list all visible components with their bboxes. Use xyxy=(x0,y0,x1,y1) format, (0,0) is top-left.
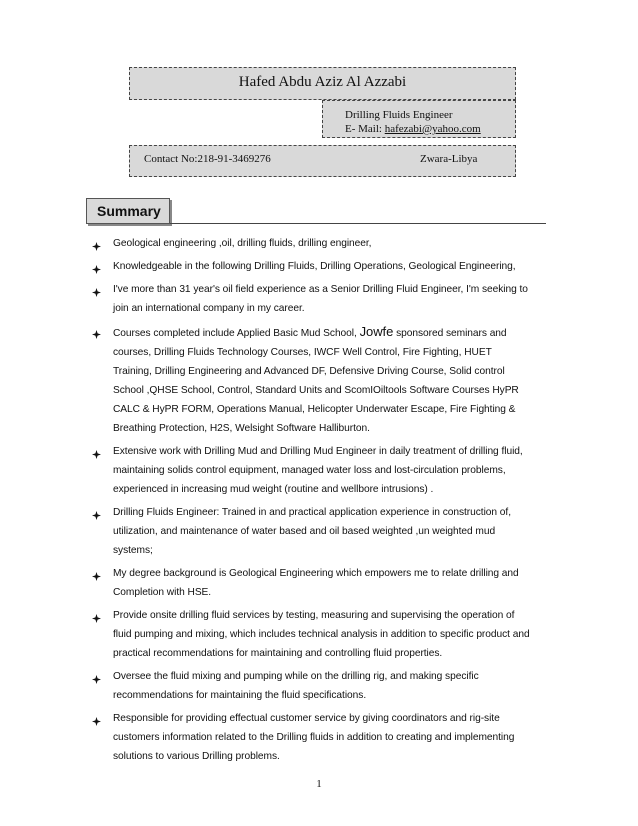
diamond-bullet-icon xyxy=(92,261,101,270)
summary-item xyxy=(92,667,552,705)
contact-number: Contact No:218-91-3469276 xyxy=(144,153,271,165)
summary-line-text: Oversee the fluid mixing and pumping while on the drilling rig, and making specific xyxy=(113,671,479,682)
summary-line-text: I've more than 31 year's oil field experience as a Senior Drilling Fluid Engineer, I'm seeking to xyxy=(113,284,528,295)
diamond-bullet-icon xyxy=(92,671,101,680)
summary-line-text: sponsored seminars and xyxy=(393,328,507,339)
summary-line-text: Responsible for providing effectual customer service by giving coordinators and rig-site xyxy=(113,713,500,724)
summary-line-text: Training, Drilling Engineering and Advanced DF, Defensive Driving Course, Solid control xyxy=(113,366,505,377)
summary-heading: Summary xyxy=(97,203,161,219)
summary-line xyxy=(113,583,552,602)
summary-line-text: Knowledgeable in the following Drilling Fluids, Drilling Operations, Geological Engineering, xyxy=(113,261,516,272)
email-link[interactable]: hafezabi@yahoo.com xyxy=(384,123,481,135)
summary-line-text: experienced in increasing mud weight (routine and wellbore intrusions) . xyxy=(113,484,434,495)
summary-line-text: solutions to various Drilling problems. xyxy=(113,751,280,762)
job-title: Drilling Fluids Engineer xyxy=(345,109,453,121)
role-banner xyxy=(322,100,516,138)
summary-item xyxy=(92,442,552,499)
summary-line xyxy=(113,480,552,499)
summary-line-text: maintaining solids control equipment, managed water loss and lost-circulation problems, xyxy=(113,465,506,476)
summary-line-text: systems; xyxy=(113,545,153,556)
summary-line xyxy=(113,419,552,438)
summary-line xyxy=(113,728,552,747)
location: Zwara-Libya xyxy=(420,153,478,165)
diamond-bullet-icon xyxy=(92,284,101,293)
summary-line-text: fluid pumping and mixing, which includes technical analysis in addition to specific product and xyxy=(113,629,530,640)
diamond-bullet-icon xyxy=(92,610,101,619)
summary-line-text: Completion with HSE. xyxy=(113,587,212,598)
summary-line xyxy=(113,564,552,583)
diamond-bullet-icon xyxy=(92,238,101,247)
emphasized-word: Jowfe xyxy=(359,324,394,339)
summary-line-text: recommendations for maintaining the fluid specifications. xyxy=(113,690,367,701)
summary-item xyxy=(92,234,552,253)
summary-line xyxy=(113,709,552,728)
summary-line-text: Breathing Protection, H2S, Welsight Software Halliburton. xyxy=(113,423,370,434)
summary-line xyxy=(113,541,552,560)
summary-line xyxy=(113,343,552,362)
page-number: 1 xyxy=(316,778,322,790)
summary-line xyxy=(113,381,552,400)
summary-line xyxy=(113,747,552,766)
email-label: E- Mail: xyxy=(345,123,385,135)
candidate-name: Hafed Abdu Aziz Al Azzabi xyxy=(238,74,407,90)
summary-line xyxy=(113,625,552,644)
summary-line-text: Courses completed include Applied Basic Mud School, xyxy=(113,328,360,339)
summary-line-text: join an international company in my career. xyxy=(113,303,305,314)
summary-item xyxy=(92,564,552,602)
summary-line xyxy=(113,667,552,686)
summary-line xyxy=(113,362,552,381)
summary-line xyxy=(113,257,552,276)
summary-line xyxy=(113,503,552,522)
summary-line-text: Geological engineering ,oil, drilling fluids, drilling engineer, xyxy=(113,238,372,249)
summary-line-text: practical recommendations for maintaining and controlling fluid properties. xyxy=(113,648,443,659)
summary-line-text: utilization, and maintenance of water based and oil based weighted ,un weighted mud xyxy=(113,526,496,537)
summary-item xyxy=(92,606,552,663)
summary-line xyxy=(113,280,552,299)
summary-line-text: My degree background is Geological Engineering which empowers me to relate drilling and xyxy=(113,568,519,579)
summary-line xyxy=(113,522,552,541)
summary-line-text: School ,QHSE School, Control, Standard Units and ScomIOiltools Software Courses HyPR xyxy=(113,385,519,396)
summary-item xyxy=(92,503,552,560)
diamond-bullet-icon xyxy=(92,507,101,516)
email-line xyxy=(345,123,481,135)
summary-line xyxy=(113,400,552,419)
diamond-bullet-icon xyxy=(92,713,101,722)
summary-line xyxy=(113,299,552,318)
summary-line xyxy=(113,234,552,253)
summary-line xyxy=(113,461,552,480)
summary-item xyxy=(92,280,552,318)
summary-heading-box xyxy=(86,198,170,224)
diamond-bullet-icon xyxy=(92,326,101,335)
summary-line xyxy=(113,606,552,625)
name-banner xyxy=(129,67,516,100)
summary-line xyxy=(113,686,552,705)
diamond-bullet-icon xyxy=(92,568,101,577)
summary-item xyxy=(92,322,552,438)
summary-item xyxy=(92,257,552,276)
summary-line-text: Provide onsite drilling fluid services by testing, measuring and supervising the operation of xyxy=(113,610,515,621)
summary-line-text: Extensive work with Drilling Mud and Drilling Mud Engineer in daily treatment of drilling fluid, xyxy=(113,446,523,457)
summary-line-text: CALC & HyPR FORM, Operations Manual, Helicopter Underwater Escape, Fire Fighting & xyxy=(113,404,516,415)
summary-line xyxy=(113,644,552,663)
summary-item xyxy=(92,709,552,766)
summary-line xyxy=(113,442,552,461)
summary-line xyxy=(113,322,552,343)
section-divider xyxy=(170,223,546,224)
summary-line-text: courses, Drilling Fluids Technology Courses, IWCF Well Control, Fire Fighting, HUET xyxy=(113,347,492,358)
contact-banner xyxy=(129,145,516,177)
summary-line-text: customers information related to the Drilling fluids in addition to creating and implementing xyxy=(113,732,515,743)
summary-list xyxy=(92,234,552,770)
summary-line-text: Drilling Fluids Engineer: Trained in and practical application experience in construction of, xyxy=(113,507,511,518)
diamond-bullet-icon xyxy=(92,446,101,455)
